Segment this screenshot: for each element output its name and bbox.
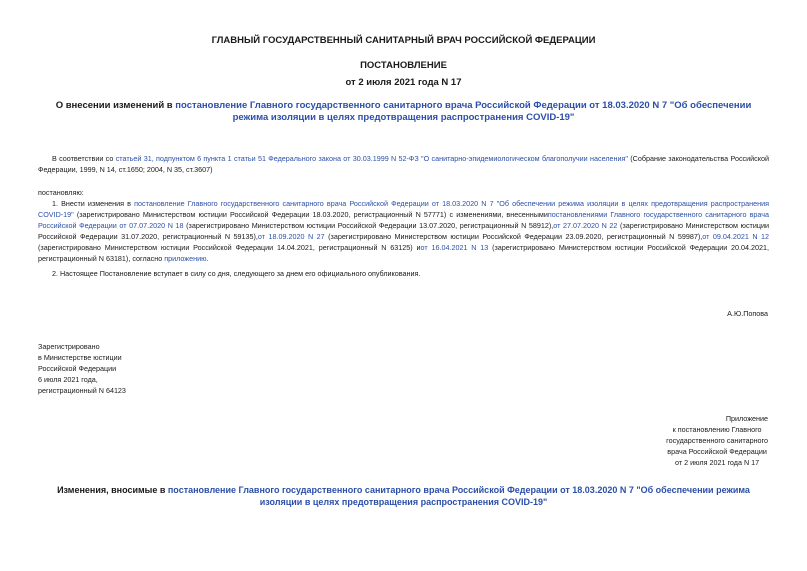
item1-text-5: (зарегистрировано Министерством юстиции Российской Федерации 23.09.2020, регистрационный N 59987),: [324, 232, 703, 241]
appendix-line: государственного санитарного: [666, 436, 768, 445]
item1-text-1: 1. Внести изменения в: [52, 199, 135, 208]
item1-resolution-link[interactable]: постановление Главного государственного санитарного врача Российской Федерации от 18.03.2020 N 7 "Об обеспечении режима изоляции в целях предотвращения распространения COVID-19": [38, 199, 769, 219]
item-2-paragraph: 2. Настоящее Постановление вступает в силу со дня, следующего за днем его официального опубликования.: [52, 269, 421, 278]
item1-text-8: .: [206, 254, 209, 263]
appendix-line: от 2 июля 2021 года N 17: [675, 458, 760, 467]
appendix-label: Приложение: [725, 414, 768, 423]
registration-line: регистрационный N 64123: [38, 386, 126, 395]
changes-resolution-link[interactable]: постановление Главного государственного санитарного врача Российской Федерации от 18.03.2020 N 7 "Об обеспечении режима изоляции в целях предотвращения распространения COVID-19": [167, 485, 750, 507]
item1-amendment-link-3[interactable]: от 18.09.2020 N 27: [257, 232, 325, 241]
title-resolution-link[interactable]: постановление Главного государственного санитарного врача Российской Федерации от 18.03.2020 N 7 "Об обеспечении режима изоляции в целях предотвращения распространения COVID-19": [175, 100, 752, 123]
item1-text-3: (зарегистрировано Министерством юстиции Российской Федерации 13.07.2020, регистрационный N 58912),: [183, 221, 554, 230]
item1-amendment-link-2[interactable]: от 27.07.2020 N 22: [553, 221, 618, 230]
intro-text-2: (Собрание законодательства Российской Федерации, 1999, N 14, ст.1650; 2004, N 35, ст.3607): [38, 154, 770, 174]
authority-heading: ГЛАВНЫЙ ГОСУДАРСТВЕННЫЙ САНИТАРНЫЙ ВРАЧ РОССИЙСКОЙ ФЕДЕРАЦИИ: [211, 35, 596, 46]
item1-text-7: (зарегистрировано Министерством юстиции Российской Федерации 20.04.2021, регистрационный N 63181), согласно: [38, 243, 770, 263]
registration-line: 6 июля 2021 года,: [38, 375, 98, 384]
item1-text-4: (зарегистрировано Министерством юстиции Российской Федерации 31.07.2020, регистрационный N 59135),: [38, 221, 769, 241]
changes-title-prefix: Изменения, вносимые в: [57, 485, 168, 495]
signature: А.Ю.Попова: [727, 309, 768, 318]
item-1-paragraph: [38, 198, 769, 264]
item1-amendment-link-1[interactable]: постановлениями Главного государственного санитарного врача Российской Федерации от 07.07.2020 N 18: [38, 210, 769, 230]
item1-amendment-link-4[interactable]: от 09.04.2021 N 12: [702, 232, 769, 241]
federal-law-link[interactable]: статьей 31, подпунктом 6 пункта 1 статьи 51 Федерального закона от 30.03.1999 N 52-ФЗ "О санитарно-эпидемиологическом благополучии населения": [115, 154, 628, 163]
registration-line: в Министерстве юстиции: [38, 353, 122, 362]
registration-block: [38, 341, 126, 396]
document-title: [40, 100, 767, 124]
document-date-number: от 2 июля 2021 года N 17: [345, 77, 462, 88]
item1-text-2: (зарегистрировано Министерством юстиции Российской Федерации 18.03.2020, регистрационный N 57771) с изменениями, внесенными: [73, 210, 548, 219]
item1-text-6: (зарегистрировано Министерством юстиции Российской Федерации 14.04.2021, регистрационный N 63125) и: [38, 243, 421, 252]
registration-line: Зарегистрировано: [38, 342, 100, 351]
title-prefix: О внесении изменений в: [55, 100, 176, 111]
document-type-heading: ПОСТАНОВЛЕНИЕ: [360, 60, 447, 71]
decree-label: постановляю:: [38, 188, 84, 197]
registration-line: Российской Федерации: [38, 364, 117, 373]
appendix-link[interactable]: приложению: [164, 254, 207, 263]
appendix-line: к постановлению Главного: [672, 425, 762, 434]
changes-title: [38, 485, 769, 508]
intro-paragraph: [38, 153, 769, 175]
appendix-line: врача Российской Федерации: [667, 447, 767, 456]
intro-text-1: В соответствии со: [52, 154, 116, 163]
item1-amendment-link-5[interactable]: от 16.04.2021 N 13: [420, 243, 489, 252]
appendix-block: [666, 413, 768, 468]
